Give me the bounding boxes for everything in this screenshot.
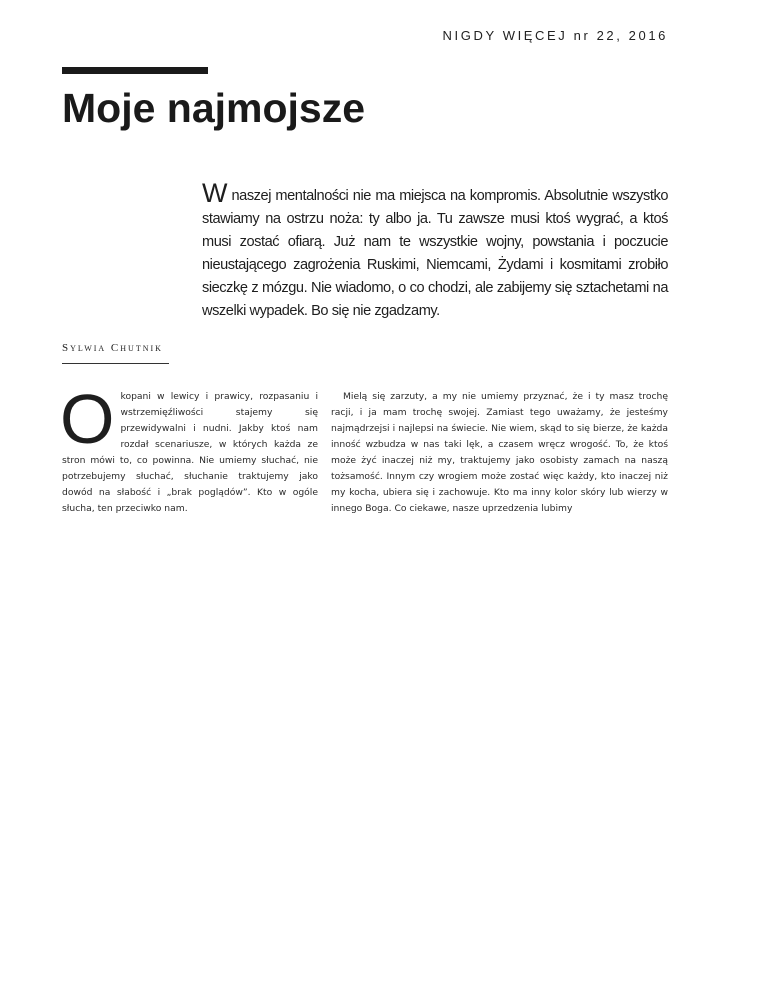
lead-initial: W — [202, 178, 228, 208]
body-column-left — [60, 380, 318, 517]
body-column-right — [331, 389, 668, 517]
title-rule — [62, 67, 208, 74]
lead-text: naszej mentalności nie ma miejsca na kompromis. Absolutnie wszystko stawiamy na ostrzu noża: ty albo ja. Tu zawsze musi ktoś wygrać, a ktoś musi zostać ofiarą. Już nam te wszystkie wojny, powstania i poczucie nieustającego zagrożenia Ruskimi, Niemcami, Żydami i kosmitami zrobiło sieczkę z mózgu. Nie wiadomo, o co chodzi, ale zabijemy się sztachetami na wszelki wypadek. Bo się nie zgadzamy. — [202, 188, 668, 319]
author-rule — [62, 363, 169, 364]
author-name: Sylwia Chutnik — [62, 342, 163, 354]
body-text-left: kopani w lewicy i prawicy, rozpasaniu i wstrzemięźliwości stajemy się przewidywalni i nudni. Jakby ktoś nam rozdał scenariusze, w których każda ze stron mówi to, co powinna. Nie umiemy słuchać, nie potrzebujemy słuchać, słuchanie traktujemy jako dowód na słabość i „brak poglądów”. Kto w ogóle słucha, ten przeciwko nam. — [62, 391, 318, 514]
article-title: Moje najmojsze — [62, 85, 366, 131]
drop-cap: O — [60, 380, 115, 458]
body-text-right: Mielą się zarzuty, a my nie umiemy przyznać, że i ty masz trochę racji, i ja mam trochę swojej. Zamiast tego uważamy, że jesteśmy najmądrzejsi i najlepsi na świecie. Nie wiem, skąd to się bierze, że każda inność wzbudza w nas taki lęk, a czasem wręcz wrogość. To, że ktoś może żyć inaczej niż my, traktujemy jako osobisty zamach na naszą tożsamość. Innym czy wrogiem może zostać więc każdy, kto inaczej niż my kocha, ubiera się i zachowuje. Kto ma inny kolor skóry lub wierzy w innego Boga. Co ciekawe, nasze uprzedzenia lubimy — [331, 391, 668, 514]
article-lead — [202, 178, 668, 323]
running-head: NIGDY WIĘCEJ nr 22, 2016 — [442, 28, 668, 43]
